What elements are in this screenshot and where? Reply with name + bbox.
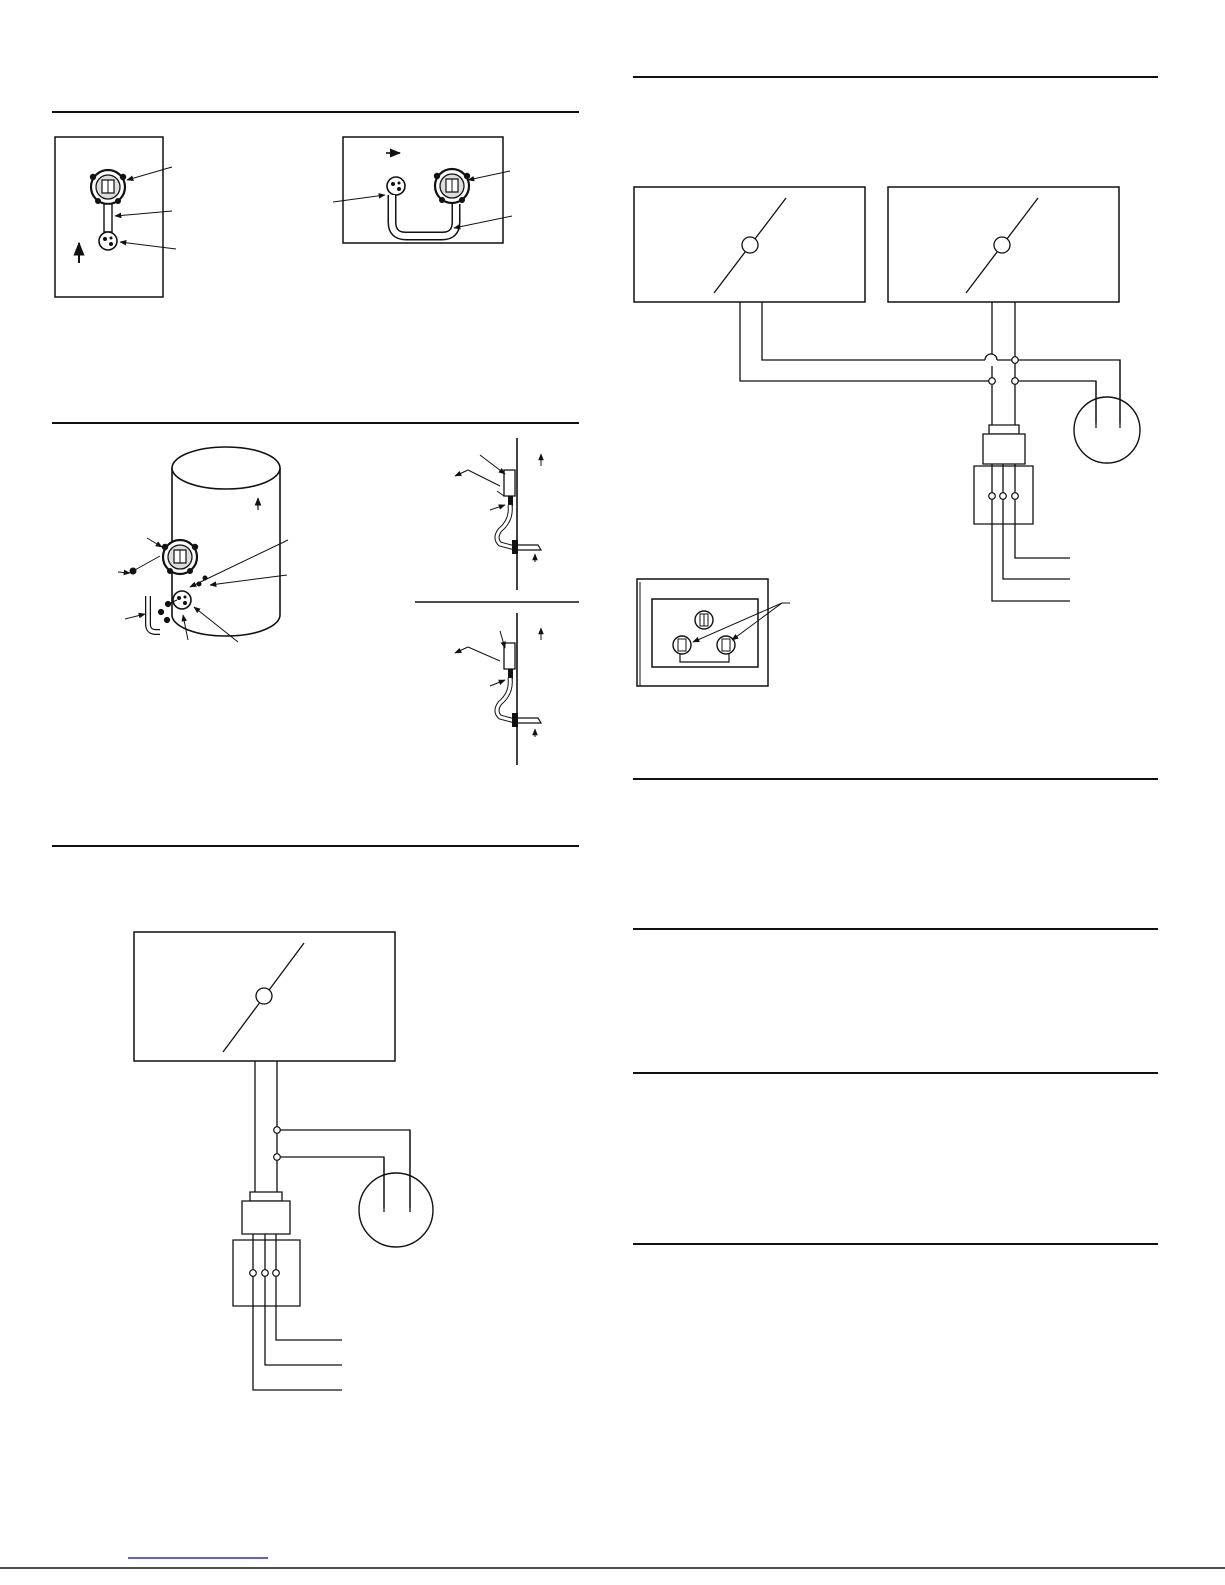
pump-icon bbox=[90, 170, 126, 204]
figure-horizontal-pump-fitting bbox=[333, 137, 512, 243]
pump-motor-circle bbox=[359, 1130, 433, 1247]
cable-gland bbox=[242, 1192, 290, 1234]
outlet-fitting-icon bbox=[173, 591, 191, 609]
cable-gland bbox=[983, 425, 1025, 464]
figure-wall-side-view-lower bbox=[455, 613, 541, 765]
outlet-fitting-icon bbox=[387, 177, 405, 195]
elbow-pipe bbox=[148, 596, 160, 632]
figure-single-unit-wiring bbox=[134, 932, 433, 1390]
pump-icon bbox=[434, 169, 470, 203]
figure-tank-pump-assembly bbox=[118, 447, 288, 642]
outlet-fitting-icon bbox=[99, 232, 117, 250]
figure-vertical-pump-fitting bbox=[55, 137, 176, 297]
pump-motor-circle bbox=[1074, 360, 1140, 463]
pump-icon bbox=[162, 540, 198, 574]
figure-wall-side-view-upper bbox=[455, 438, 541, 590]
terminal-block bbox=[974, 464, 1033, 524]
cable-wires bbox=[740, 302, 1120, 601]
figure-twin-unit-wiring bbox=[634, 187, 1140, 601]
figure-wall-socket bbox=[637, 579, 790, 686]
terminal-block bbox=[233, 1234, 300, 1306]
